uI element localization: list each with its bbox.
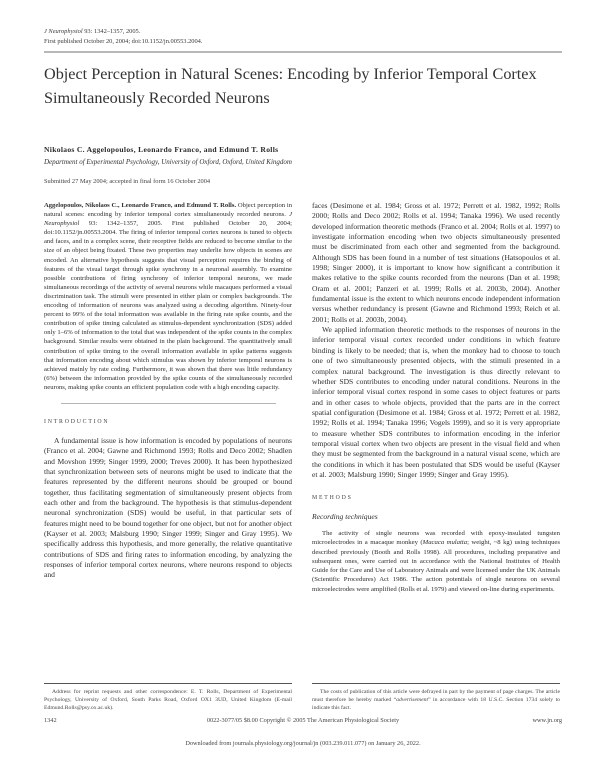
publication-cost-text <box>312 688 560 712</box>
journal-volume-pages: 93: 1342–1357, 2005. <box>82 28 141 35</box>
abstract-body: The firing of inferior temporal cortex neurons is tuned to objects and faces, and in a complex scene, their receptive fields are reduced to become similar to the size of an object being fixated. These two properties may underlie how objects in scenes are encoded. An alternative hypothesis suggests that visual perception requires the binding of features of the visual target through spike synchrony in a neuronal assembly. To examine possible contributions of firing synchrony of inferior temporal neurons, we made simultaneous recordings of the activity of several neurons while macaques performed a visual discrimination task. The stimuli were presented in either plain or complex backgrounds. The encoding of information of neurons was analyzed using a decoding algorithm. Ninety-four percent to 99% of the total information was available in the firing rate spike counts, and the contribution of spike timing calculated as stimulus-dependent synchronization (SDS) added only 1–6% of information to the total that was independent of the spike counts in the complex background. Similar results were obtained in the plain background. The quantitatively small contribution of spike timing to the overall information available in spike patterns suggests that information encoding about which stimulus was shown by inferior temporal neurons is achieved mainly by rate coding. Furthermore, it was shown that there was little redundancy (6%) between the information provided by the spike counts of the simultaneously recorded neurons, making spike counts an efficient population code with a high encoding capacity. <box>44 229 292 391</box>
article-title: Object Perception in Natural Scenes: Encoding by Inferior Temporal Cortex Simultaneously Recorded Neurons <box>44 65 537 107</box>
copyright-line: 0022-3077/05 $8.00 Copyright © 2005 The American Physiological Society <box>206 717 400 724</box>
author-list: Nikolaos C. Aggelopoulos, Leonardo Franco, and Edmund T. Rolls <box>44 145 279 154</box>
cost-text-a: The costs of publication of this article were defrayed in part by the payment of page charges. The article must therefore be hereby marked “ <box>312 689 560 703</box>
section-heading-introduction: INTRODUCTION <box>44 419 110 426</box>
abstract-divider <box>61 403 276 405</box>
abstract-citation-title: Object perception in natural scenes: encoding by inferior temporal cortex simultaneously recorded neurons. <box>44 202 292 219</box>
subsection-heading-recording: Recording techniques <box>312 511 378 521</box>
download-note: Downloaded from journals.physiology.org/journal/jn (003.239.011.077) on January 26, 2022. <box>185 740 421 747</box>
publication-cost-footnote <box>312 688 560 712</box>
footnote-divider-right <box>312 683 560 684</box>
journal-header <box>44 27 202 46</box>
abstract-citation-details: 93: 1342–1357, 2005. First published October 20, 2004; doi:10.1152/jn.00553.2004. <box>44 220 292 237</box>
journal-citation-line <box>44 27 202 37</box>
right-column <box>312 201 560 594</box>
journal-name: J Neurophysiol <box>44 28 83 35</box>
introduction-paragraph-continued: faces (Desimone et al. 1984; Gross et al. 1972; Perrett et al. 1982, 1992; Rolls 2000; Rolls and Deco 2002; Rolls et al. 1994; Tanaka 1996). We used recently developed information theoretic methods (Franco et al. 2004; Rolls et al. 1997) to investigate information encoding when two objects simultaneously presented must be discriminated from each other and segmented from the background. Although SDS has been found in a number of test situations (Hatsopoulos et al. 1998; Singer 2000), it is important to know how significant a contribution it makes relative to the spike counts recorded from the neurons (Dan et al. 1998; Oram et al. 2001; Panzeri et al. 1999; Rolls et al. 2003b, 2004). Another fundamental issue is the extent to which neurons encode independent information versus whether redundancy is present (Gawne and Richmond 1993; Reich et al. 2001; Rolls et al. 2003b, 2004). <box>312 201 560 324</box>
methods-paragraph <box>312 529 560 594</box>
section-heading-methods: METHODS <box>312 495 353 502</box>
advertisement-word: advertisement <box>396 697 429 703</box>
submission-dates: Submitted 27 May 2004; accepted in final form 16 October 2004 <box>44 178 211 185</box>
left-column <box>44 201 292 581</box>
header-divider <box>44 51 562 53</box>
page-number: 1342 <box>44 717 57 724</box>
footnote-divider-left <box>44 683 292 684</box>
introduction-paragraph: A fundamental issue is how information is encoded by populations of neurons (Franco et al. 2004; Gawne and Richmond 1993; Rolls and Deco 2002; Shadlen and Movshon 1999; Singer 1999, 2000; Treves 2000). It has been hypothesized that synchronization between sets of neurons might be used to indicate that the features represented by the different neurons should be grouped or bound together, thus facilitating segmentation of simultaneously present objects from each other and from the background. The hypothesis is that stimulus-dependent neuronal synchronization (SDS) would be useful, in that particular sets of features might need to be bound together for one object, but not for another object (Kayser et al. 2003; Malsburg 1990; Singer 1999; Singer and Gray 1995). We specifically address this hypothesis, and more generally, the relative quantitative contributions of SDS and firing rates to information encoding, by analyzing the responses of inferior temporal cortex neurons, where neurons respond to objects and <box>44 435 292 580</box>
affiliation: Department of Experimental Psychology, University of Oxford, Oxford, United Kingdom <box>44 158 292 166</box>
abstract-citation-authors: Aggelopoulos, Nikolaos C., Leonardo Franco, and Edmund T. Rolls. <box>44 202 237 209</box>
cost-text-b: ” in accordance with 18 U.S.C. Section 1734 solely to indicate this fact. <box>312 697 561 711</box>
methods-text-a: The activity of single neurons was recorded with epoxy-insulated tungsten microelectrodes in a macaque monkey ( <box>312 529 560 547</box>
abstract <box>44 201 292 392</box>
species-name: Macaca mulatta <box>422 539 468 547</box>
published-line: First published October 20, 2004; doi:10.1152/jn.00553.2004. <box>44 37 203 45</box>
correspondence-text: Address for reprint requests and other correspondence: E. T. Rolls, Department of Experimental Psychology, University of Oxford, South Parks Road, Oxford OX1 3UD, United Kingdom (E-mail Edmund.Rolls@psy.ox.ac.uk). <box>44 689 292 711</box>
journal-url-link[interactable]: www.jn.org <box>532 717 562 724</box>
journal-page <box>44 0 562 779</box>
abstract-citation-journal: J Neurophysiol <box>44 211 292 228</box>
correspondence-footnote <box>44 688 292 712</box>
methods-text-b: ; weight, ~8 kg) using techniques described previously (Booth and Rolls 1998). All procedures, including preparative and subsequent ones, were carried out in accordance with the National Institutes of Health Guide for the Care and Use of Laboratory Animals and were licensed under the UK Animals (Scientific Procedures) Act 1986. The action potentials of single neurons on several microelectrodes were amplified (Rolls et al. 1979) and viewed on-line during experiments. <box>312 539 560 593</box>
introduction-paragraph-2: We applied information theoretic methods to the responses of neurons in the inferior temporal visual cortex recorded under conditions in which feature binding is likely to be needed; that is, when the monkey had to choose to touch one of two simultaneously presented objects, with the stimuli presented in a complex natural background. The investigation is thus directly relevant to whether SDS contributes to encoding under natural conditions. Neurons in the inferior temporal visual cortex respond in some cases to object features or parts and in other cases to whole objects, provided that the parts are in the correct spatial configuration (Desimone et al. 1984; Gross et al. 1972; Perrett et al. 1982, 1992; Rolls et al. 1994; Tanaka 1996; Vogels 1999), and so it is very appropriate to measure whether SDS contributes to information encoding in the inferior temporal visual cortex when two objects are present in the visual field and when they must be segmented from the background in a natural visual scene, which are the conditions in which it has been postulated that SDS would be useful (Kayser et al. 2003; Malsburg 1990; Singer 1999; Singer and Gray 1995). <box>312 325 560 479</box>
